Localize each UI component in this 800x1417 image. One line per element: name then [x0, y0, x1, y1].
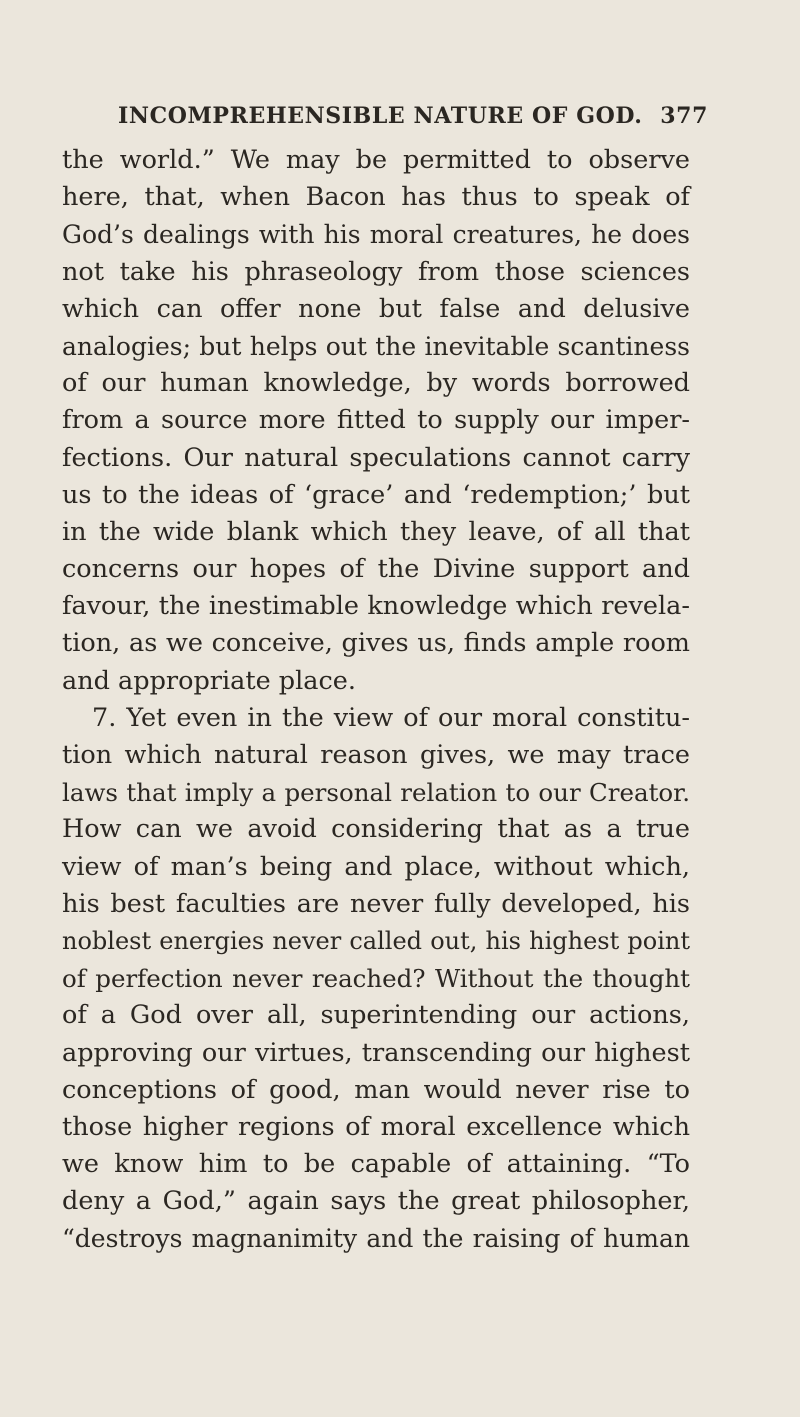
text-line: laws that imply a personal relation to our Creator. [62, 778, 690, 808]
text-line: tion which natural reason gives, we may trace [62, 740, 690, 770]
paragraph-end-line: and appropriate place. [62, 665, 356, 696]
text-line: analogies; but helps out the inevitable scantiness [62, 331, 690, 361]
text-line: we know him to be capable of attaining. “To [62, 1149, 690, 1180]
text-line: us to the ideas of ‘grace’ and ‘redemption;’ but [62, 479, 690, 510]
text-line: noblest energies never called out, his highest point [62, 926, 690, 955]
text-line: “destroys magnanimity and the raising of human [62, 1224, 690, 1254]
text-line: in the wide blank which they leave, of all that [62, 516, 690, 547]
text-line: of a God over all, superintending our actions, [62, 1000, 690, 1031]
body-text [62, 142, 690, 1258]
page-number: 377 [660, 103, 708, 129]
text-line: approving our virtues, transcending our highest [62, 1037, 690, 1068]
text-line: God’s dealings with his moral creatures, he does [62, 220, 690, 250]
text-line: tion, as we conceive, gives us, finds ample room [62, 628, 690, 659]
text-line: not take his phraseology from those sciences [62, 256, 690, 287]
text-line: from a source more fitted to supply our imper- [62, 405, 690, 436]
text-line: conceptions of good, man would never rise to [62, 1074, 690, 1105]
text-line: favour, the inestimable knowledge which revela- [62, 591, 690, 622]
text-line: view of man’s being and place, without which, [62, 851, 690, 882]
text-line: which can offer none but false and delusive [62, 293, 690, 324]
text-line: those higher regions of moral excellence which [62, 1111, 690, 1142]
text-line: his best faculties are never fully developed, his [62, 888, 690, 919]
paragraph-start-line: 7. Yet even in the view of our moral constitu- [92, 702, 690, 733]
text-line: the world.” We may be permitted to observe [62, 145, 690, 175]
text-line: fections. Our natural speculations cannot carry [62, 442, 690, 473]
text-line: concerns our hopes of the Divine support and [62, 554, 690, 585]
text-line: of perfection never reached? Without the thought [62, 964, 690, 994]
text-line: here, that, when Bacon has thus to speak of [62, 182, 690, 213]
running-head [118, 103, 708, 139]
text-line: How can we avoid considering that as a true [62, 814, 690, 845]
running-head-title: INCOMPREHENSIBLE NATURE OF GOD. [118, 103, 643, 129]
text-line: of our human knowledge, by words borrowed [62, 368, 690, 399]
text-line: deny a God,” again says the great philosopher, [62, 1186, 690, 1217]
